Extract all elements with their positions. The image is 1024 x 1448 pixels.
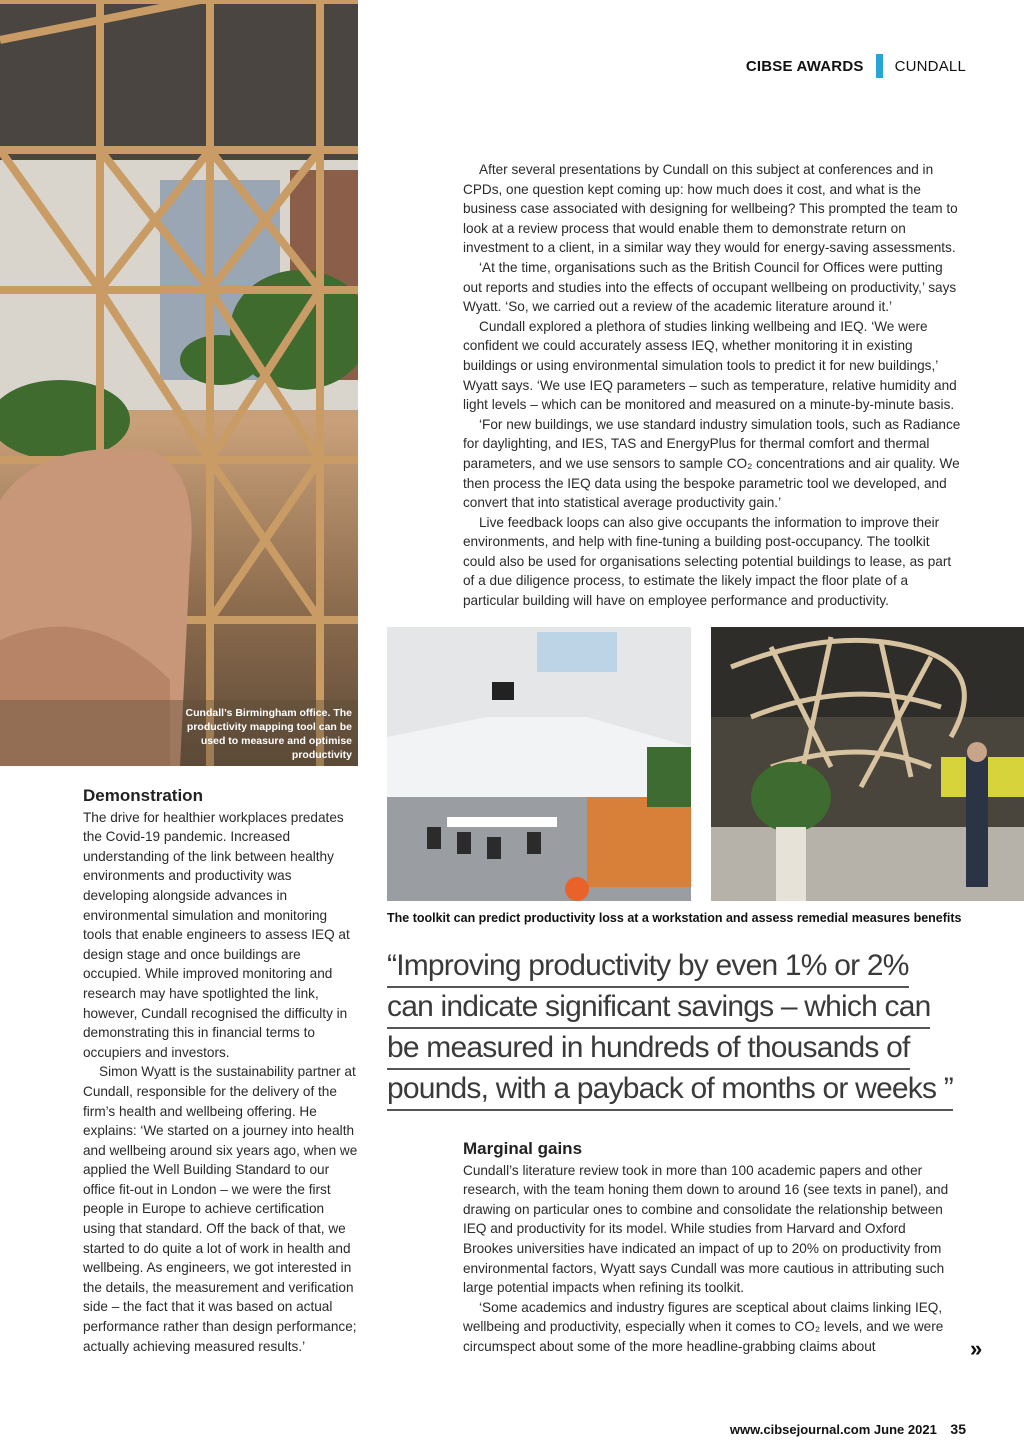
paragraph: ‘Some academics and industry figures are sceptical about claims linking IEQ, wellbeing and productivity, especially when it comes to CO₂ levels, and we were circumspect about some of the more headline-grabbing claims about <box>463 1299 944 1354</box>
pull-quote-line: be measured in hundreds of thousands of <box>387 1027 910 1070</box>
journal-url: www.cibsejournal.com <box>729 1422 871 1437</box>
section-heading: Marginal gains <box>463 1139 583 1158</box>
office-photo-left <box>0 0 358 766</box>
header-divider-bar <box>876 54 883 78</box>
spiral-staircase-photo <box>711 627 1024 901</box>
continue-arrow-icon: » <box>970 1336 983 1361</box>
paragraph: After several presentations by Cundall on this subject at conferences and in CPDs, one question kept coming up: how much does it cost, and what is the business case associated with designing for wellbeing? This prompted the team to look at a review process that would enable them to demonstrate return on investment to a client, in a similar way they would for energy-saving assessments. <box>463 162 958 256</box>
paragraph: Simon Wyatt is the sustainability partner at Cundall, responsible for the delivery of the firm’s health and wellbeing offering. He explains: ‘We started on a journey into health and wellbeing around six years ago, when we applied the Well Building Standard to our office fit-out in London – we were the first people in Europe to achieve certification using that standard. Off the back of that, we started to do quite a lot of work in health and wellbeing. As engineers, we got interested in the details, the measurement and verification side – the fact that it was based on actual performance rather than design performance; actually achieving measured results.’ <box>83 1064 358 1354</box>
pull-quote-line: “Improving productivity by even 1% or 2% <box>387 945 909 988</box>
paragraph: ‘At the time, organisations such as the British Council for Offices were putting out reports and studies into the effects of occupant wellbeing on productivity,’ says Wyatt. ‘So, we carried out a review of the academic literature around it.’ <box>463 259 957 315</box>
paragraph: Cundall explored a plethora of studies linking wellbeing and IEQ. ‘We were confident we could accurately assess IEQ, whether monitoring it in existing buildings or using environmental simulation tools to predict it for new buildings,’ Wyatt says. ‘We use IEQ parameters – such as temperature, relative humidity and light levels – which can be monitored and measured on a minute-by-minute basis. <box>463 318 957 413</box>
pull-quote <box>387 945 967 1109</box>
paragraph: The drive for healthier workplaces predates the Covid-19 pandemic. Increased understanding of the link between healthy environments and productivity was developing alongside advances in environmental simulation and monitoring tools that enable engineers to assess IEQ at design stage and once buildings are occupied. While improved monitoring and research may have spotlighted the link, however, Cundall recognised the difficulty in demonstrating this in financial terms to occupiers and investors. <box>83 809 350 1060</box>
staircase-illustration <box>711 627 1024 901</box>
issue-date: June 2021 <box>873 1422 937 1437</box>
section-label: CIBSE AWARDS <box>745 57 864 75</box>
pull-quote-line: pounds, with a payback of months or weeks ” <box>387 1068 953 1111</box>
page-number: 35 <box>950 1421 966 1437</box>
marginal-gains-section <box>463 1139 953 1357</box>
demonstration-section <box>83 786 359 1356</box>
article-text-top <box>463 160 965 611</box>
page-footer <box>730 1421 966 1437</box>
pull-quote-line: can indicate significant savings – which can <box>387 986 930 1029</box>
left-photo-caption: Cundall’s Birmingham office. The productivity mapping tool can be used to measure and optimise productivity <box>185 707 352 761</box>
office-interior-illustration <box>387 627 691 901</box>
paragraph: ‘For new buildings, we use standard industry simulation tools, such as Radiance for daylighting, and IES, TAS and EnergyPlus for thermal comfort and thermal parameters, and we use sensors to sample CO₂ concentrations and air quality. We then process the IEQ data using the bespoke parametric tool we developed, and convert that into statistical average productivity gain.’ <box>463 416 961 511</box>
office-photo-illustration <box>0 0 358 766</box>
paragraph: Cundall’s literature review took in more than 100 academic papers and other research, with the team honing them down to around 16 (see texts in panel), and drawing on particular ones to combine and consolidate the relationship between IEQ and productivity for its model. While studies from Harvard and Oxford Brookes universities have indicated an impact of up to 20% on productivity from environmental factors, Wyatt says Cundall was more cautious in attributing such large potential impacts when refining its toolkit. <box>463 1162 949 1296</box>
section-heading: Demonstration <box>83 786 203 805</box>
paragraph: Live feedback loops can also give occupants the information to improve their environments, and help with fine-tuning a building post-occupancy. The toolkit could also be used for organisations selecting potential buildings to lease, as part of a due diligence process, to estimate the likely impact the floor plate of a particular building will have on employee performance and productivity. <box>463 514 952 609</box>
middle-photos-caption: The toolkit can predict productivity loss at a workstation and assess remedial measures benefits <box>387 911 962 925</box>
running-header <box>746 54 966 78</box>
office-interior-photo <box>387 627 691 901</box>
company-label: CUNDALL <box>894 57 966 75</box>
